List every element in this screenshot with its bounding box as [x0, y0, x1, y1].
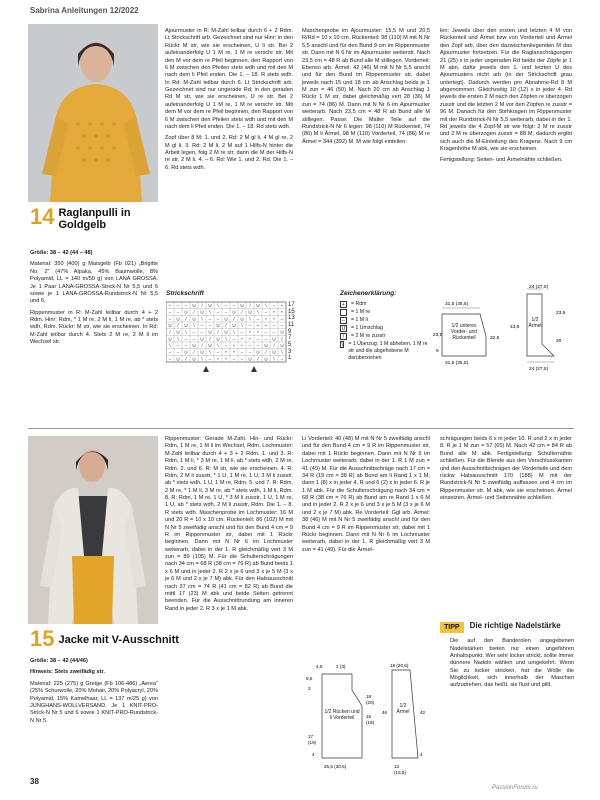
chart-symbol: / [217, 329, 219, 335]
chart-symbol: U [240, 303, 244, 309]
schema14-arm-upper: 23,5 [556, 311, 566, 316]
pattern14-rib-pattern: Rippenmuster in R: M-Zahl teilbar durch 4 + 2 Rdm. Hinr: Rdm, * 1 M re, 2 M li, 1 M re, ab * stets wdh, Rdm. Rückr: M str, wie sie erscheinen. In Rd: M-Zahl teilbar durch 4. Stets 2 M re, 2 M li im Wechsel str. [30, 309, 158, 346]
chart-symbol: – [240, 356, 244, 362]
chart-symbol: U [272, 349, 276, 355]
chart-symbol: / [265, 349, 267, 355]
chart-symbol: – [216, 316, 220, 322]
pullover-model-illustration [28, 24, 158, 202]
schema14-width-top: 31,5 (35,5) [445, 302, 469, 307]
chart-symbol: \ [265, 303, 267, 309]
chart-symbol: \ [209, 309, 211, 315]
purl-symbol: – [340, 317, 347, 324]
chart-symbol: U [176, 316, 180, 322]
pullover-photo [28, 24, 158, 202]
pattern14-size: Größe: 38 – 42 (44 – 48) [30, 250, 93, 256]
chart-symbol: – [176, 309, 180, 315]
chart-symbol: U [184, 309, 188, 315]
schema14-body-label: 1/2 unteres Vorder- und Rückenteil [450, 323, 478, 341]
chart-symbol: – [224, 303, 228, 309]
pattern15-number: 15 [30, 626, 55, 651]
chart-symbol: \ [273, 356, 275, 362]
pattern14-cable-pattern: Zopf über 8 M: 1. und 2. Rd: 2 M gl li, 4 M gl re, 2 M gl li. 3. Rd: 2 M li, 2 M auf 1 Hilfs-N hinter die Arbeit legen, folg 2 M re str, dann die M der Hilfs-N re str, 2 M li. 4. – 6. Rd: Wie 1. und 2. Rd. Die 1. – 6. Rd stets wdh. [165, 135, 293, 171]
pattern14-col3 [302, 28, 430, 150]
schema15-m4: 3 [308, 686, 311, 691]
chart-symbol: – [184, 303, 188, 309]
pattern15-note: Hinweis: Stets zweifädig str. [30, 669, 105, 676]
pattern15-title-block [30, 626, 179, 651]
chart-symbol: – [280, 323, 284, 329]
chart-symbol: / [169, 329, 171, 335]
source-watermark: PassionForum.ru [492, 785, 538, 791]
chart-symbol: + [232, 349, 236, 355]
chart-symbol: + [240, 343, 244, 349]
schema15-m9: 17 [308, 734, 314, 739]
chart-symbol: / [193, 309, 195, 315]
schema14-sleeve-label: 1/2 Ärmel [528, 317, 542, 329]
legend-row: – = 1 M li [340, 317, 432, 324]
chart-symbol: \ [177, 336, 179, 342]
magazine-header: Sabrina Anleitungen 12/2022 [30, 6, 139, 15]
chart-symbol: + [272, 309, 276, 315]
chart-symbol: – [248, 349, 252, 355]
schema14-height-left: 23,5 [433, 333, 443, 338]
chart-symbol: – [264, 309, 268, 315]
schema15-sleeve-label: 1/2 Ärmel [396, 703, 410, 715]
chart-symbol: – [176, 303, 180, 309]
pattern14-finishing: Fertigstellung: Seiten- und Ärmelnähte schließen. [440, 157, 563, 164]
chart-symbol: U [248, 309, 252, 315]
schema15-m6: (20) [366, 700, 375, 705]
chart-symbol: – [192, 329, 196, 335]
chart-symbol: + [280, 303, 284, 309]
pattern15-col2 [165, 436, 293, 617]
chart-symbol: – [264, 329, 268, 335]
schema15-m17: (15,5) [394, 770, 407, 775]
schema15-m10: (19) [308, 740, 317, 745]
chart-symbol: U [256, 349, 260, 355]
legend [340, 301, 432, 363]
chart-symbol: \ [241, 323, 243, 329]
pattern15-material: Material: 225 (275) g Greige (Fb 106-486) „Aerea“ (25% Schurwolle, 20% Mohair, 20% Polyacryl, 20% Polyamid, 15% Kamelhaar, LL = 137 m/25 g) von JUNGHANS-WOLLVERSAND. Je 1 KNIT-PRO-Strick-N Nr 5 und 6 sowie 1 KNIT-PRO-Rundstrick-N Nr 5. [30, 680, 158, 724]
chart-symbol: \ [257, 309, 259, 315]
chart-symbol: – [240, 349, 244, 355]
chart-symbol: – [168, 309, 172, 315]
chart-symbol: / [193, 349, 195, 355]
chart-symbol: / [273, 343, 275, 349]
pattern15-col3 [302, 436, 430, 558]
schema15-m3: 9,5 [306, 676, 313, 681]
chart-symbol: U [200, 349, 204, 355]
chart-symbol: – [280, 356, 284, 362]
chart-symbol: \ [201, 316, 203, 322]
chart-symbol: U [208, 329, 212, 335]
chart-symbol: – [200, 323, 204, 329]
chart-symbol: U [264, 356, 268, 362]
pattern14-instructions: Maschenprobe im Ajourmuster: 15,5 M und 20,5 R/Rd = 10 x 10 cm. Rückenteil: 98 (110) M mit N Nr 5,5 anschl und für den Bund 9 cm im Rippenmuster str. Dann mit N 6 Nr im Ajourmuster weiterstr. Nach 23,5 cm = 48 R ab Bund alle M stillegen. Vorderteil: Ebenso arb. Ärmel: 42 (46) M mit N Nr 5,5 anschl und für den Bund im Rippenmuster str, dabei jeweils nach 15 und 18 cm ab Anschlag beids je 1 M zun = 46 (50) M. Nach 20 cm ab Anschlag 1 Rückr 1 M str, dabei gleichmäßig vert 28 (36) M zun = 74 (86) M. Dann mit N Nr 6 im Ajourmuster weiterarb. Nach 23,5 cm = 48 R ab Bund alle M stillegen. Passe: Die Maller Teile auf die Rundstrick-N Nr 6 legen: 98 (110) M Rückenteil, 74 (86) M li Ärmel, 98 M (110) Vorderteil, 74 (86) M re Ärmel = 344 (392) M. M wie folgt einteilen: [302, 28, 430, 145]
pattern14-title: Raglanpulli in Goldgelb [58, 207, 131, 232]
pattern15-finishing: schrägungen beids 6 x in jeder 10. R und 2 x in jeder 8. R je 1 M zun = 57 (65) M. Nach 42 cm = 84 R ab Bund alle M abk. Fertigstellung: Schulternähte schließen. Für die Blende aus den Verschlusskanten und den Ausschnittschrägen der Vorderteile und dem rückw Halsausschnitt 170 (188) M mit der Rundstrick-N Nr 5 zweifädig auffassen und 4 cm im Rippenmuster str. M abk, wie sie erscheinen. Ärmel einsetzen. Ärmel- und Seitennähte schließen. [440, 436, 572, 501]
chart-symbol: / [257, 356, 259, 362]
chart-symbol: – [280, 316, 284, 322]
chart-row-number: 1 [288, 355, 292, 362]
schema15-m11: 4 [312, 752, 315, 757]
legend-label: Zeichenerklärung: [340, 290, 397, 297]
chart-symbol: / [185, 356, 187, 362]
chart-symbol: U [192, 343, 196, 349]
chart-symbol: U [224, 329, 228, 335]
chart-row-number: 7 [288, 335, 292, 342]
chart-symbol: – [168, 316, 172, 322]
chart-symbol: U [216, 336, 220, 342]
schema14-width-bottom: 31,5 (35,5) [445, 361, 469, 366]
pattern14-col4 [440, 28, 572, 169]
chart-symbol: \ [209, 349, 211, 355]
chart-symbol: / [241, 309, 243, 315]
chart-symbol: \ [169, 343, 171, 349]
chart-symbol: \ [217, 303, 219, 309]
k2tog-symbol: / [340, 333, 347, 340]
schema15-m16: 13 [394, 764, 400, 769]
schema15-m7: 16 [366, 714, 372, 719]
chart-symbol: – [256, 316, 260, 322]
chart-symbol: – [264, 336, 268, 342]
chart-symbol: / [185, 316, 187, 322]
chart-symbol: U [192, 303, 196, 309]
pattern14-ajour-pattern: Ajourmuster in R: M-Zahl teilbar durch 6 + 2 Rdm. Lt Strickschrift arb. Gezeichnet sind nur Hinr: in den Rückr M str, wie sie erscheinen, U li str. Bei 2 aufeinanderfolg U 1 M re, 1 M re verschr str. Mit den M vor dem re Pfeil beginnen, den Rapport von 6 M zwischen den Pfeilen stets wdh und mit den M nach dem li Pfeil enden. Die 1. – 18. R stets wdh. In Rd: M-Zahl teilbar durch 6. Lt Strickschrift arb. Gezeichnet sind nur ungerade Rd; in den geraden Rd M str, wie sie erscheinen, U re str. Bei 2 aufeinanderfolg U 1 M re, 1 M re verschr str. Mit dem M vor dem re Pfeil beginnen, den Rapport von 6 M zwischen den Pfeilen stets wdh und mit den M nach dem li Pfeil enden. Die 1. – 18. Rd stets wdh. [165, 28, 293, 130]
schema14-rib-height: 9 [436, 349, 439, 354]
chart-symbol: + [224, 349, 228, 355]
chart-symbol: – [168, 356, 172, 362]
edge-stitch-symbol: + [340, 301, 347, 308]
chart-row-number: 13 [288, 315, 295, 322]
strickschrift-label: Strickschrift [166, 290, 204, 297]
tip-box [440, 622, 574, 772]
chart-symbol: + [280, 309, 284, 315]
chart-symbol: \ [201, 356, 203, 362]
chart-symbol: – [168, 349, 172, 355]
chart-symbol: – [272, 329, 276, 335]
pattern15-title: Jacke mit V-Ausschnitt [58, 634, 179, 646]
chart-symbol: – [272, 303, 276, 309]
chart-symbol: \ [233, 329, 235, 335]
chart-symbol: – [232, 356, 236, 362]
chart-symbol: U [216, 323, 220, 329]
schema14-arm-length: 43,5 [510, 325, 520, 330]
pattern15-col4 [440, 436, 572, 506]
chart-symbol: \ [281, 349, 283, 355]
pattern15-schematic [302, 660, 432, 778]
chart-symbol: U [192, 356, 196, 362]
chart-symbol: / [201, 303, 203, 309]
chart-symbol: U [184, 349, 188, 355]
chart-symbol: + [240, 336, 244, 342]
chart-symbol: + [264, 316, 268, 322]
pattern15-schematic-drawing [302, 660, 432, 778]
chart-symbol: U [168, 323, 172, 329]
tip-title: Die richtige Nadelstärke [469, 621, 561, 630]
chart-symbol: \ [249, 316, 251, 322]
chart-row-number: 17 [288, 302, 295, 308]
chart-symbol: U [280, 343, 284, 349]
chart-symbol: \ [225, 336, 227, 342]
pattern15-size: Größe: 38 – 42 (44/46) [30, 658, 88, 664]
legend-row: + = Rdm [340, 301, 432, 308]
chart-symbol: – [184, 343, 188, 349]
section-divider [28, 428, 574, 429]
chart-symbol: / [225, 323, 227, 329]
legend-row: / = 2 M re zusstr [340, 333, 432, 340]
schema15-body-label: 1/2 Rücken und li Vorderteil [324, 709, 360, 721]
chart-symbol: U [280, 329, 284, 335]
pattern14-title-block [30, 206, 158, 231]
schema14-height-right: 32,5 [490, 336, 500, 341]
chart-symbol: – [176, 349, 180, 355]
chart-symbol: U [224, 316, 228, 322]
chart-symbol: U [168, 336, 172, 342]
jacket-model-illustration [28, 436, 158, 624]
chart-symbol: – [224, 343, 228, 349]
page-number: 38 [30, 777, 39, 786]
legend-row: U = 1 Umschlag [341, 325, 383, 332]
schema15-m8: (18) [366, 720, 375, 725]
chart-symbol: – [232, 336, 236, 342]
chart-symbol: – [272, 323, 276, 329]
chart-symbol: – [248, 323, 252, 329]
pattern14-col2 [165, 28, 293, 176]
yarn-over-symbol: U [341, 326, 346, 332]
chart-symbol: + [168, 303, 172, 309]
chart-symbol: U [264, 343, 268, 349]
chart-symbol: / [177, 323, 179, 329]
tip-text: Die auf den Banderolen angegebenen Nadelstärken bieten nur einen ungefähren Anhaltspunkt. Wer sehr locker strickt, sollte immer dünnere Nadeln wählen und umgekehrt. Wenn Sie zu locker stricken, hat die Wolle die Möglichkeit, sich innerhalb der Maschen aufzudrehen, das heißt, sie flust und pillt. [450, 638, 574, 689]
chart-symbol: U [176, 356, 180, 362]
schema15-m18: 4 [420, 752, 423, 757]
chart-symbol: U [232, 323, 236, 329]
chart-symbol: U [256, 303, 260, 309]
chart-row-number: 15 [288, 308, 295, 315]
chart-symbol: – [248, 343, 252, 349]
chart-symbol: U [232, 309, 236, 315]
pattern14-yoke-instructions: len: Jeweils über den ersten und letzten 4 M von Rückenteil und Ärmel bzw von Vorderteil und Ärmel den Zopf arb, über den dazwischenliegenden M das Ajourmuster fortsetzen. Für die Raglanschrägungen 21 (25) x in jeder ungeraden Rd beids der Zöpfe je 1 M abn, dafür jeweils den 1. und letzten U des Ajourmusters nicht arb (in der Strickschrift grau unterlegt). Dadurch werden pro Abnahme-Rd 8 M abgenommen. Gleichzeitig 10 (12) x in jeder 4. Rd jeweils die ersten 2 M nach den Zöpfen re überzogen zusstr und die letzten 2 M vor den Zöpfen re zusstr = 96 M. Danach für den Stehkragen im Rippenmuster mit der Rundstrick-N Nr 5,5 weiterarb, dabei in der 1. Rd jeweils die 4 Zopf-M str wie folgt: 2 M re zusstr und 2 M re überzogen zusstr = 88 M, dadurch ergibt sich auch die M-Einteilung des Kragens. Nach 9 cm Kragenhöhe M abk, wie sie erscheinen. [440, 28, 572, 152]
pattern15-col1 [30, 658, 158, 729]
chart-symbol: – [208, 356, 212, 362]
chart-symbol: / [233, 316, 235, 322]
chart-symbol: – [240, 329, 244, 335]
schema15-m14: 46 [382, 710, 388, 715]
chart-symbol: – [176, 343, 180, 349]
chart-symbol: – [216, 309, 220, 315]
schema15-m15: 42 [420, 710, 426, 715]
schema15-m1: 4,5 [316, 664, 323, 669]
chart-symbol: + [264, 323, 268, 329]
chart-symbol: + [224, 356, 228, 362]
pattern14-col1 [30, 250, 158, 351]
chart-symbol: U [200, 309, 204, 315]
legend-row: \ = 1 Überzug: 1 M abheben, 1 M re str und die abgehobene M darüberziehen [341, 341, 428, 361]
schema15-m13: 18 (20,5) [390, 663, 409, 668]
chart-symbol: + [248, 336, 252, 342]
schema15-m5: 18 [366, 694, 372, 699]
chart-symbol: U [208, 343, 212, 349]
jacket-photo [28, 436, 158, 624]
chart-symbol: \ [185, 329, 187, 335]
legend-row: = 1 M re [340, 309, 432, 316]
chart-symbol: U [240, 316, 244, 322]
chart-symbol: + [272, 316, 276, 322]
chart-row-number: 5 [288, 342, 292, 348]
chart-row-number: 3 [288, 348, 292, 355]
chart-row-number: 9 [288, 328, 292, 335]
chart-symbol: – [200, 329, 204, 335]
chart-symbol: – [232, 303, 236, 309]
chart-symbol: / [209, 336, 211, 342]
schema15-m2: 2 (3) [336, 664, 346, 669]
skp-symbol: \ [341, 342, 343, 348]
chart-symbol: \ [193, 323, 195, 329]
pattern14-schematic [432, 284, 574, 384]
chart-symbol: – [208, 316, 212, 322]
chart-symbol: + [232, 343, 236, 349]
schema15-m12: 25,5 (30,5) [324, 764, 347, 769]
chart-symbol: + [256, 323, 260, 329]
knitting-chart-grid [166, 300, 300, 374]
chart-symbol: – [208, 323, 212, 329]
chart-symbol: – [216, 349, 220, 355]
chart-symbol: – [192, 336, 196, 342]
chart-symbol: U [200, 336, 204, 342]
chart-symbol: U [248, 356, 252, 362]
chart-symbol: / [281, 336, 283, 342]
pattern15-patterns: Rippenmuster: Gerade M-Zahl. Hin- und Rückr: Rdm, 1 M re, 1 M li im Wechsel, Rdm. Lochmuster: M-Zahl teilbar durch 4 + 3 + 2 Rdm. 1. und 3. R: Rdm, 1 M li, * 3 M re, 1 M li, ab * stets wdh, 2 M re, Rdm. 2. und 6. R: M str, wie sie erscheinen. 4. R: Rdm, 2 M li zusstr, * 1 U, 1 M re, 1 U, 3 M li zusstr, ab * stets wdh, 1 U, 1 M re, Rdm. 5. und 7. R: Rdm, 2 M re, * 1 M li, 3 M re, ab * stets wdh, 1 M li, Rdm. 8. R: Rdm, 1 M re, 1 U, * 3 M li zusstr, 1 U, 1 M re, 1 U, ab * stets wdh, 2 M li zusstr, Rdm. Die 1. – 8. R stets wdh. Maschenprobe im Lochmuster: 16 M und 20 R = 10 x 10 cm. Rückenteil: 86 (102) M mit N Nr 5 zweifädig anschl und für den Bund 4 cm = 9 R im Rippenmuster str, dabei mit 1 Rückr beginnen. Dann mit N Nr 6 im Lochmuster weiterarb, dabei in der 1. R gleichmäßig vert 3 M zun = 89 (105) M. Für die Schulterschrägungen nach 34 cm = 68 R (38 cm = 76 R) ab Bund beids 1 x 6 M und in jeder 2. R 2 x je 6 und 3 x je 5 M (3 x je 6 M und 2 x je 7 M) abk. Für den Halsausschnitt nach 37 cm = 74 R (41 cm = 82 R) ab Bund die mittl 17 (23) M abk und beide Seiten getrennt beenden. Für die Ausschnittrundung am inneren Rand in jeder 2. R 3 x je 1 M abk. [165, 436, 293, 612]
chart-symbol: / [201, 343, 203, 349]
chart-symbol: – [184, 336, 188, 342]
chart-symbol: U [184, 323, 188, 329]
schema14-arm-lower: 20 [556, 339, 562, 344]
tip-badge: TIPP [440, 622, 464, 633]
chart-row-number: 11 [288, 322, 295, 328]
chart-symbol: + [216, 356, 220, 362]
pattern14-number: 14 [30, 204, 55, 229]
knit-symbol [340, 309, 347, 316]
pattern15-front-sleeves: Li Vorderteil: 40 (48) M mit N Nr 5 zweifädig anschl und für den Bund 4 cm = 9 R im Rippenmuster str, dabei mit 1 Rückr beginnen. Dann mit N Nr 6 im Lochmuster weiterarb, dabei in der 1. R 1 M zun = 41 (49) M. Für die Ausschnittschräge nach 17 cm = 34 R (19 cm = 38 R) ab Bund am li Rand 1 x 1 M, dann 1 (8) x in jeder 4. R und 6 (2) x in jeder 6. R je 1 M abk. Für die Schulterschrägung nach 34 cm = 68 R (38 cm = 76 R) ab Bund am re Rand 1 x 6 M und in jeder 2. R 2 x je 6 und 3 x je 5 M (3 x je 6 M und 2 x je 7 M) abk. Re Vorderteil: Ggl arb. Ärmel: 38 (46) M mit N Nr 5 zweifädig anschl und für den Bund 4 cm = 9 R im Rippenmuster str, dabei mit 1 Rückr beginnen. Dann mit N Nr 6 im Lochmuster weiterarb, dabei in der 1. R gleichmäßig vert 3 M zun = 41 (49). Für die Ärmel- [302, 436, 430, 553]
knitting-chart [166, 300, 300, 374]
chart-symbol: / [249, 303, 251, 309]
pattern14-material: Material: 350 (400) g Maisgelb (Fb 021) „Brigitte No. 2“ (47% Alpaka, 45% Baumwolle, 8% Polyamid, LL = 140 m/50 g) von LANA GROSSA. Je 1 Paar LANA-GROSSA-Strick-N Nr 5,5 und 6 sowie je 1 LANA-GROSSA-Rundstrick-N Nr 5,5 und 6. [30, 261, 158, 305]
chart-symbol: + [248, 329, 252, 335]
schema14-arm-width-bottom: 24 (27,5) [529, 367, 549, 372]
chart-symbol: – [256, 343, 260, 349]
chart-symbol: + [256, 329, 260, 335]
schema14-arm-width-top: 24 (27,5) [529, 285, 549, 290]
chart-symbol: U [208, 303, 212, 309]
chart-symbol: \ [217, 343, 219, 349]
chart-symbol: U [192, 316, 196, 322]
chart-symbol: U [272, 336, 276, 342]
chart-symbol: – [256, 336, 260, 342]
chart-symbol: – [224, 309, 228, 315]
chart-symbol: U [176, 329, 180, 335]
